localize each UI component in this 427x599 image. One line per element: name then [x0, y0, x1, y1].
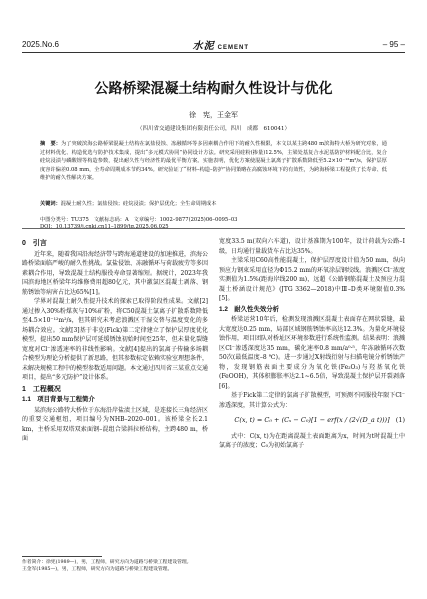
running-header	[22, 37, 405, 51]
footnote-author-2: 王金军(1985—)，男，工程师，研究方向为道路与桥梁工程建设管理。	[22, 567, 173, 572]
abstract-text: 为了突破滨海公路桥梁混凝土结构在氯盐侵蚀、冻融循环等多因素耦合作用下的耐久性极限，本文以某主跨480 m滨海特大桥为研究对象，通过材料优化、构造优选与防护技术集成，提出“多元模式协同”协同设计方法。研究采用硅粉(掺量)12.5%，主梁处基复合水泥基防护材料配合比，复合硅烷浸渍与磷酸锂等构造参数，提出耐久性与经济性的最优平衡方案。实施表明，优化方案使混凝土氯离子扩散系数降低至5.2×10⁻¹²m²/s，保护层厚度容许偏差0.08 mm，全寿命周期成本节约34%。研究验证了“材料–构造–防护”协同策略在高腐蚀环境下的有效性，为跨海桥梁工程提供了长寿命、低维护的耐久性解决方案。	[40, 141, 387, 182]
left-column	[22, 237, 208, 444]
failure-paragraph-2: 基于Fick第二定律的氯离子扩散模型，可预测不同服役年限下Cl⁻渗透深度，其计算公式为：	[219, 392, 405, 409]
paper-title: 公路桥梁混凝土结构耐久性设计与优化	[94, 81, 333, 97]
failure-paragraph-1: 桥梁运营10年后，检测发现浪溅区混凝土表面存在网状裂缝，最大宽度达0.25 mm，局部区域钢筋锈蚀率高达12.3%。为量化环境侵蚀作用，项目团队对桥址区环境参数进行系统性监测。结果表明：浪溅区Cl⁻渗透深度达35 mm，碳化速率0.8 mm/a⁰·⁵，年冻融循环次数50次(最低温度–8 ℃)。进一步通过X射线衍射与扫描电镜分析锈蚀产物，发现钢筋表面主要成分为氧化铁(Fe₂O₃)与羟基氧化铁(FeOOH)，其体积膨胀率达2.1~6.5倍，导致混凝土保护层开裂剥落[6]。	[219, 316, 406, 390]
abstract	[40, 140, 387, 183]
meta-rule	[22, 228, 405, 229]
authors: 徐 宪，王金军	[189, 111, 238, 119]
page-number: – 95 –	[382, 39, 405, 49]
equation-1	[219, 416, 405, 426]
section-1-heading: 1 工程概况	[22, 385, 61, 393]
clc-number: 中图分类号：TU375	[40, 217, 89, 223]
section-intro-heading: 0 引言	[22, 240, 47, 247]
footnotes	[22, 559, 208, 573]
document-code: 文献标志码：A	[93, 217, 129, 223]
keywords	[40, 200, 387, 207]
keywords-label: 关键词：	[40, 201, 61, 207]
project-paragraph-1: 某滨海公路特大桥位于东海沿岸盐渍土区域，是连接长三角经济区的重要交通枢纽，项目编号为NHB–2020–001。该桥梁全长2.1 km，主桥采用双塔双索面钢–混组合梁斜拉桥结构，主跨480 m，桥面	[22, 406, 209, 442]
equation-body: C(x, t) = C₀ + (Cₛ − C₀)[1 − erf(x / (2√(D_a t)))]	[234, 416, 390, 424]
project-paragraph-2: 宽度33.5 m(双向六车道)，设计基准期为100年，设计荷载为公路–Ⅰ级，日均通行量载货车占比达35%。	[219, 238, 405, 255]
journal-name-cn: 水泥	[192, 40, 215, 52]
issue-label: 2025.No.6	[22, 39, 59, 49]
keywords-text: 混凝土耐久性；氯盐侵蚀；硅烷浸渍；保护层优化；全生命周期成本	[60, 201, 217, 207]
doi: DOI：10.13739/j.cnki.cn11–1899/tq.2025.06.025	[40, 224, 169, 230]
equation-note: 式中：C(x, t)为在距离混凝土表面距离为x，时间为t时混凝土中氯离子的浓度；C₀为初始氯离子	[219, 432, 405, 449]
intro-paragraph-2: 学界对混凝土耐久性提升技术的探索已取得阶段性成果。文献[2]通过掺入30%粉煤灰与10%矿粉，将C50混凝土氯离子扩散系数降低至4.5×10⁻¹²m²/s，但其研究未考虑浪溅区干湿交替与温度变化的多场耦合效应。文献[3]基于非克(Fick)第二定律建立了保护层厚度优化模型，提出50 mm保护层可延缓锈蚀初始时间至25年，但未量化裂缝宽度对Cl⁻渗透速率的非线性影响。文献[4]提出的氯离子传输多场耦合模型为理论分析提供了新思路，但其参数标定依赖实验室理想条件，未解决规模工程中的模型参数适用问题。本文通过四川省三某重点交通项目，提出“多元防护”设计体系。	[22, 298, 209, 381]
journal-logo	[193, 37, 249, 52]
footnote-rule	[22, 556, 102, 557]
right-column	[219, 237, 405, 451]
footnote-author-1: 作者简介：徐宪(1989—)，男，工程师，研究方向为道路与桥梁工程建设管理。	[22, 560, 192, 565]
header-rule	[22, 52, 405, 53]
equation-number: (1)	[395, 416, 405, 424]
affiliation: （四川省交通建设集团有限责任公司，四川 成都 610041）	[137, 126, 290, 132]
article-number: 文章编号：1002–9877(2025)06–0095–03	[133, 217, 238, 223]
section-1-1-heading: 1.1 项目背景与工程简介	[22, 396, 95, 403]
abstract-label: 摘 要：	[40, 141, 61, 147]
project-paragraph-3: 主梁采用C60高性能混凝土，保护层厚度设计值为50 mm，纵向预应力钢束采用直径为Φ15.2 mm的环氧涂层钢绞线。浪溅区Cl⁻浓度实测值为1.5%(距海岸线200 m)，远超《公路钢筋混凝土及预应力混凝土桥涵设计规范》(JTG 3362—2018)中Ⅲ–D类环境限值0.3%[5]。	[219, 257, 405, 302]
journal-name-en: CEMENT	[217, 44, 249, 51]
intro-paragraph-1: 近年来，随着我国沿海经济带与跨海通道建设的加速推进，滨海公路桥梁面临严峻的耐久性挑战。氯盐侵蚀、冻融循环与荷载疲劳等多因素耦合作用，导致混凝土结构服役寿命显著缩短。据统计，2023年我国滨海地区桥梁年均维修费用超80亿元，其中激氯区混凝土剥落、钢筋锈蚀等病害占比达65%[1]。	[22, 250, 209, 296]
section-1-2-heading: 1.2 耐久性失效分析	[219, 305, 280, 313]
